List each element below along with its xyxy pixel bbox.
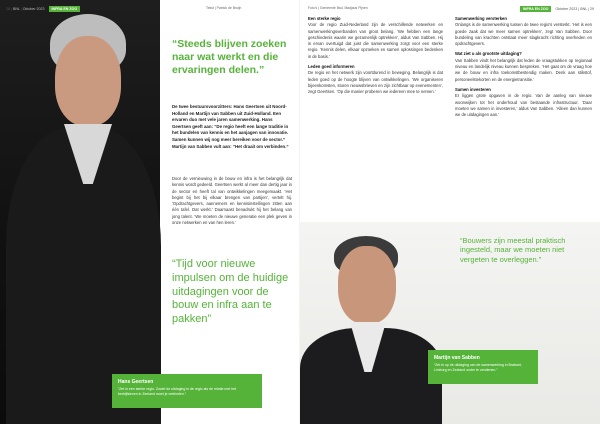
subhead: Een sterke regio xyxy=(308,16,341,21)
section-name: BNL xyxy=(12,7,20,11)
article-column-1 xyxy=(308,16,443,96)
credit-text: Foto’s | Gemeente Bsd, Madjaus Pijnen xyxy=(308,6,368,10)
right-page xyxy=(300,0,600,424)
subhead: Wat ziet u als grootste uitdaging? xyxy=(455,51,522,57)
subhead: Samenwerking versterken xyxy=(455,16,507,21)
pull-quote-right: “Bouwers zijn meestal praktisch ingesteld, maar we moeten niet vergeten te overleggen.” xyxy=(460,236,566,264)
paragraph: Onlangs is de samenwerking tussen de twee regio’s versterkt. ‘Het is een goede zaak dat we meer samen optrekken’, zegt Van Sabben. Door bundeling van krachten ontstaat meer slagkracht richting overheden en opdrachtgevers. xyxy=(455,22,592,47)
section-tag: INFRA EN ZOO xyxy=(520,6,552,12)
pull-quote-top: “Steeds blijven zoeken naar wat werkt en die ervaringen delen.” xyxy=(172,38,287,77)
portrait-person-left xyxy=(0,0,160,424)
paragraph: Van Sabben vindt het belangrijk dat leden de vraagstukken op regionaal niveau en landelijk niveau kunnen bespreken. ‘Het gaat om de vraag hoe we de bouw en infra toekomstbestendig maken. Denk aan stikstof, personeelstekorten en de energietransitie.’ xyxy=(455,57,592,82)
paragraph: De regio en het netwerk zijn voortdurend in beweging. Belangrijk is dat leden goed op de hoogte blijven van ontwikkelingen. ‘We organiseren bijeenkomsten, sturen nieuwsbrieven en zijn zichtbaar op evenementen’, zegt Geertsen. ‘Op die manier proberen we iedereen mee te nemen.’ xyxy=(308,70,443,95)
intro-paragraph: De twee bestuursvoorzitters: Hans Geertsen uit Noord-Holland en Martijn van Sabben uit Zuid-Holland. Een ervaren duo met vele jaren samenwerking. Hans Geertsen geeft aan: “De regio heeft een lange traditie in het bundelen van kennis en het aanjagen van innovatie. Samen kunnen wij nog meer bereiken voor de sector.” Martijn van Sabben vult aan: “Het draait om verbinden.” xyxy=(172,104,289,149)
pull-quote-bottom: “Tijd voor nieuwe impulsen om de huidige uitdagingen voor de bouw en infra aan te pakken” xyxy=(172,258,289,325)
credit-text: Tekst | Patrick de Bruijn xyxy=(206,6,242,10)
paragraph: Er liggen grote opgaven in de regio. Van de aanleg van nieuwe woonwijken tot het onderhoud van bestaande infrastructuur. ‘Daar moeten we samen in investeren,’ aldus Van Sabben. ‘Alleen dan kunnen we de uitdagingen aan.’ xyxy=(455,93,592,118)
page-number: 29 xyxy=(590,7,594,11)
caption-box-right xyxy=(428,350,538,384)
section-tag: INFRA EN ZOO xyxy=(49,6,81,12)
portrait-photo-right xyxy=(300,222,600,424)
issue-date: Oktober 2023 xyxy=(22,7,45,11)
running-header-left: 28 | BNL | Oktober 2023 INFRA EN ZOO xyxy=(6,6,80,12)
issue-date: Oktober 2023 xyxy=(555,7,578,11)
body-text-left: Door de vernieuwing in de bouw en infra is het belangrijk dat kennis wordt gedeeld. Geertsen werkt al meer dan dertig jaar in de sector en heeft tal van ontwikkelingen meegemaakt. ‘Het begint bij het bij elkaar brengen van partijen’, vertelt hij. ‘Opdrachtgevers, aannemers en kennisinstellingen zitten aan één tafel. Dat werkt.’ Daarnaast benadrukt hij het belang van jong talent. ‘We moeten de nieuwe generatie een plek geven in onze netwerken en van hen leren.’ xyxy=(172,176,292,226)
credits-right xyxy=(308,6,368,10)
subhead: Samen investeren xyxy=(455,86,491,92)
subhead: Leden goed informeren xyxy=(308,64,355,70)
caption-name: Martijn van Sabben xyxy=(434,355,480,361)
page-number: 28 xyxy=(6,7,10,11)
caption-text: “Zet in een sterke regio. Zowel de uitdaging in de regio als de relatie met het bedrijfsleven in Zeeland moet je verbinden.” xyxy=(118,387,237,396)
caption-box-left xyxy=(112,374,262,408)
credits-left xyxy=(206,6,241,10)
caption-text: “Zet in op de uitdaging van de samenwerking in Brabant, Limburg en Zeeland onder te verdienen.” xyxy=(434,363,522,372)
section-name: BNL xyxy=(580,7,588,11)
caption-name: Hans Geertsen xyxy=(118,379,154,385)
paragraph: Voor de regio Zuid-Nederland zijn de verschillende netwerken en samenwerkingsverbanden van groot belang. ‘We hebben een lange geschiedenis waarin we gezamenlijk optrekken’, aldus Van Sabben. Hij is ervan overtuigd dat juist die samenwerking zorgt voor een sterke regio. ‘Kennis delen, elkaar opzoeken en samen oplossingen bedenken is de basis.’ xyxy=(308,22,443,59)
running-header-right: INFRA EN ZOO Oktober 2023 | BNL | 29 xyxy=(520,6,594,12)
article-column-2 xyxy=(455,16,592,118)
